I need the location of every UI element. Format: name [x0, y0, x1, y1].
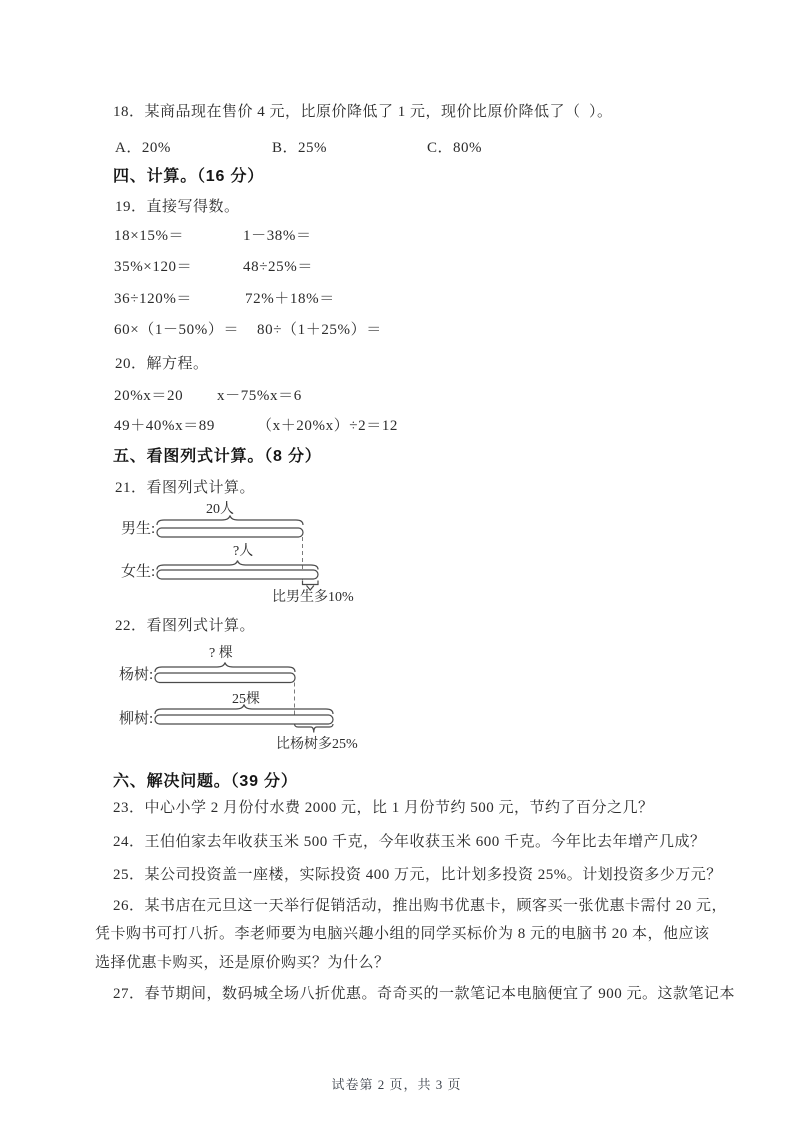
q22-willow-count-label: 25棵 [232, 692, 260, 707]
q21-girls-row-label: 女生: [121, 564, 156, 580]
q21-girls-count-label: ?人 [233, 544, 254, 559]
q21-top-brace-girls [157, 561, 318, 570]
question-26-line-3: 选择优惠卡购买，还是原价购买？为什么？ [95, 955, 390, 971]
q21-boys-count-label: 20人 [206, 502, 234, 517]
calc-row-4-right: 80÷（1＋25%）＝ [257, 322, 382, 338]
q22-poplar-row-label: 杨树: [119, 667, 154, 683]
calc-row-1-right: 1－38%＝ [243, 228, 312, 244]
section-6-heading: 六、解决问题。（39 分） [113, 773, 298, 790]
question-25-text: 25．某公司投资盖一座楼，实际投资 400 万元，比计划多投资 25%。计划投资多少万元？ [113, 867, 722, 883]
question-24-text: 24．王伯伯家去年收获玉米 500 千克，今年收获玉米 600 千克。今年比去年增产几成？ [113, 834, 706, 850]
q22-top-brace-poplar [155, 663, 295, 673]
q21-extra-bracket [303, 581, 319, 585]
section-4-heading: 四、计算。（16 分） [113, 168, 265, 185]
calc-row-1-left: 18×15%＝ [114, 228, 185, 244]
question-18-text: 18．某商品现在售价 4 元，比原价降低了 1 元，现价比原价降低了（ ）。 [113, 104, 613, 120]
question-22-title: 22．看图列式计算。 [115, 618, 256, 634]
q21-boys-row-label: 男生: [121, 521, 156, 537]
section-5-heading: 五、看图列式计算。（8 分） [113, 448, 322, 465]
question-23-text: 23．中心小学 2 月份付水费 2000 元，比 1 月份节约 500 元，节约了百分之几？ [113, 800, 654, 816]
q21-girls-bar [157, 570, 318, 579]
q22-note-label: 比杨树多25% [276, 737, 358, 752]
question-18-option-c: C．80% [427, 140, 483, 156]
equation-row-1-right: x－75%x＝6 [217, 388, 302, 404]
question-20-title: 20．解方程。 [115, 356, 209, 372]
calc-row-3-right: 72%＋18%＝ [245, 291, 335, 307]
q21-boys-bar [157, 528, 303, 537]
q21-note-label: 比男生多10% [272, 590, 354, 605]
question-21-title: 21．看图列式计算。 [115, 480, 256, 496]
q22-willow-bar [155, 715, 333, 724]
q22-poplar-bar [155, 673, 295, 683]
calc-row-4-left: 60×（1－50%）＝ [114, 322, 240, 338]
page-footer: 试卷第 2 页，共 3 页 [331, 1077, 462, 1092]
calc-row-2-left: 35%×120＝ [114, 259, 193, 275]
calc-row-2-right: 48÷25%＝ [243, 259, 313, 275]
question-27-text: 27．春节期间，数码城全场八折优惠。奇奇买的一款笔记本电脑便宜了 900 元。这款笔记本 [113, 986, 736, 1002]
question-18-option-b: B．25% [272, 140, 328, 156]
question-26-line-2: 凭卡购书可打八折。李老师要为电脑兴趣小组的同学买标价为 8 元的电脑书 20 本，他应该 [95, 926, 710, 942]
q22-under-brace [295, 724, 334, 733]
q22-poplar-count-label: ? 棵 [209, 646, 233, 661]
question-18-option-a: A．20% [115, 140, 171, 156]
equation-row-2-left: 49＋40%x＝89 [114, 418, 215, 434]
equation-row-2-right: （x＋20%x）÷2＝12 [257, 418, 399, 434]
calc-row-3-left: 36÷120%＝ [114, 291, 193, 307]
question-26-line-1: 26．某书店在元旦这一天举行促销活动，推出购书优惠卡，顾客买一张优惠卡需付 20 元， [113, 898, 728, 914]
q22-willow-row-label: 柳树: [119, 711, 154, 727]
question-19-title: 19．直接写得数。 [115, 199, 240, 215]
equation-row-1-left: 20%x＝20 [114, 388, 184, 404]
